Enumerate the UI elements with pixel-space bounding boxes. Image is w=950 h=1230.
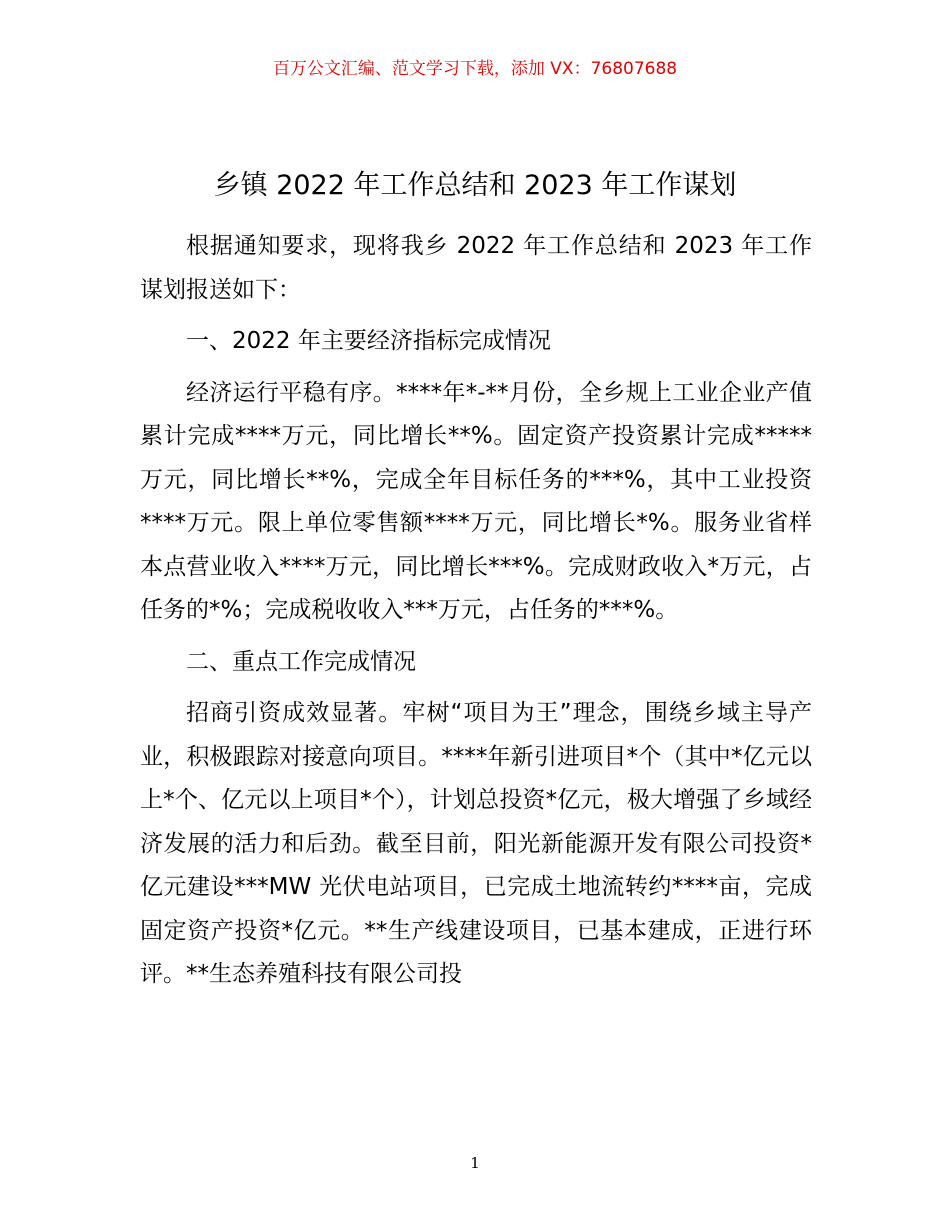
header-banner: 百万公文汇编、范文学习下载，添加 VX：76807688 — [272, 59, 678, 79]
economic-indicators-paragraph: 经济运行平稳有序。****年*-**月份，全乡规上工业企业产值累计完成****万元，同比增长**%。固定资产投资累计完成*****万元，同比增长**%，完成全年目标任务的***%，其中工业投资****万元。限上单位零售额****万元，同比增长*%。服务业省样本点营业收入****万元，同比增长***%。完成财政收入*万元，占任务的*%；完成税收收入***万元，占任务的***%。 — [140, 379, 812, 623]
document-title: 乡镇 2022 年工作总结和 2023 年工作谋划 — [213, 170, 737, 201]
section-heading-2: 二、重点工作完成情况 — [186, 648, 416, 675]
document-body — [140, 225, 812, 997]
intro-paragraph: 根据通知要求，现将我乡 2022 年工作总结和 2023 年工作谋划报送如下： — [140, 233, 812, 303]
page-number: 1 — [470, 1154, 480, 1172]
section-heading-1: 一、2022 年主要经济指标完成情况 — [186, 328, 551, 354]
investment-paragraph: 招商引资成效显著。牢树“项目为王”理念，围绕乡域主导产业，积极跟踪对接意向项目。****年新引进项目*个（其中*亿元以上*个、亿元以上项目*个），计划总投资*亿元，极大增强了乡域经济发展的活力和后劲。截至目前，阳光新能源开发有限公司投资*亿元建设***MW 光伏电站项目，已完成土地流转约****亩，完成固定资产投资*亿元。**生产线建设项目，已基本建成，正进行环评。**生态养殖科技有限公司投 — [140, 700, 812, 987]
